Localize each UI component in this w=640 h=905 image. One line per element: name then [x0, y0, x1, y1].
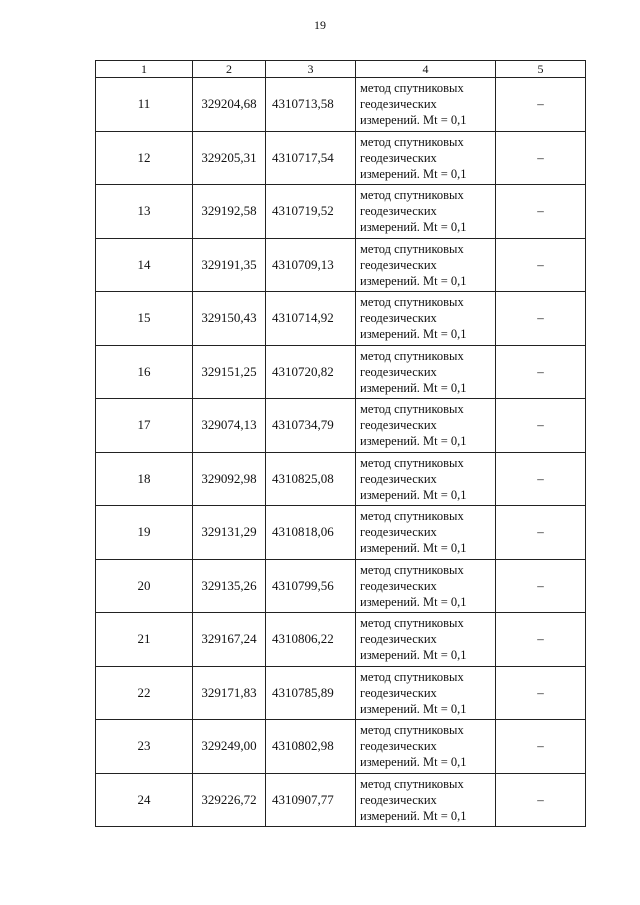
- method-line: геодезических: [360, 525, 437, 540]
- method-line: метод спутниковых: [360, 134, 464, 149]
- note-cell: –: [496, 131, 586, 185]
- method-cell: [356, 399, 496, 453]
- method-line: измерений. Mt = 0,1: [360, 755, 467, 770]
- method-line: измерений. Mt = 0,1: [360, 220, 467, 235]
- note-cell: –: [496, 185, 586, 239]
- method-line: метод спутниковых: [360, 188, 464, 203]
- method-line: геодезических: [360, 792, 437, 807]
- point-number-cell: 13: [96, 185, 193, 239]
- note-cell: –: [496, 720, 586, 774]
- method-line: измерений. Mt = 0,1: [360, 327, 467, 342]
- point-number-cell: 23: [96, 720, 193, 774]
- method-line: метод спутниковых: [360, 562, 464, 577]
- y-coordinate-cell: 4310714,92: [266, 292, 356, 346]
- method-line: измерений. Mt = 0,1: [360, 594, 467, 609]
- point-number-cell: 14: [96, 238, 193, 292]
- x-coordinate-cell: 329192,58: [193, 185, 266, 239]
- y-coordinate-cell: 4310785,89: [266, 666, 356, 720]
- method-line: измерений. Mt = 0,1: [360, 380, 467, 395]
- point-number-cell: 24: [96, 773, 193, 827]
- method-line: метод спутниковых: [360, 241, 464, 256]
- method-line: геодезических: [360, 364, 437, 379]
- y-coordinate-cell: 4310907,77: [266, 773, 356, 827]
- y-coordinate-cell: 4310806,22: [266, 613, 356, 667]
- method-line: измерений. Mt = 0,1: [360, 487, 467, 502]
- y-coordinate-cell: 4310825,08: [266, 452, 356, 506]
- note-cell: –: [496, 506, 586, 560]
- method-line: геодезических: [360, 150, 437, 165]
- method-cell: [356, 720, 496, 774]
- method-line: измерений. Mt = 0,1: [360, 701, 467, 716]
- column-header: 3: [266, 61, 356, 78]
- table-header-row: [96, 61, 586, 78]
- point-number-cell: 11: [96, 78, 193, 132]
- method-line: геодезических: [360, 418, 437, 433]
- column-header: 5: [496, 61, 586, 78]
- table-row: [96, 666, 586, 720]
- x-coordinate-cell: 329074,13: [193, 399, 266, 453]
- method-line: геодезических: [360, 257, 437, 272]
- note-cell: –: [496, 559, 586, 613]
- y-coordinate-cell: 4310709,13: [266, 238, 356, 292]
- y-coordinate-cell: 4310719,52: [266, 185, 356, 239]
- table-row: [96, 613, 586, 667]
- y-coordinate-cell: 4310734,79: [266, 399, 356, 453]
- table-row: [96, 559, 586, 613]
- method-cell: [356, 78, 496, 132]
- x-coordinate-cell: 329135,26: [193, 559, 266, 613]
- table-row: [96, 773, 586, 827]
- method-line: метод спутниковых: [360, 295, 464, 310]
- method-cell: [356, 131, 496, 185]
- table-row: [96, 506, 586, 560]
- method-line: измерений. Mt = 0,1: [360, 273, 467, 288]
- y-coordinate-cell: 4310720,82: [266, 345, 356, 399]
- point-number-cell: 21: [96, 613, 193, 667]
- table-row: [96, 345, 586, 399]
- method-cell: [356, 452, 496, 506]
- method-line: метод спутниковых: [360, 455, 464, 470]
- x-coordinate-cell: 329131,29: [193, 506, 266, 560]
- method-cell: [356, 506, 496, 560]
- method-line: метод спутниковых: [360, 81, 464, 96]
- note-cell: –: [496, 399, 586, 453]
- x-coordinate-cell: 329171,83: [193, 666, 266, 720]
- method-line: геодезических: [360, 311, 437, 326]
- method-cell: [356, 559, 496, 613]
- x-coordinate-cell: 329092,98: [193, 452, 266, 506]
- method-line: геодезических: [360, 685, 437, 700]
- method-cell: [356, 666, 496, 720]
- method-line: метод спутниковых: [360, 402, 464, 417]
- y-coordinate-cell: 4310802,98: [266, 720, 356, 774]
- table-row: [96, 131, 586, 185]
- table-row: [96, 78, 586, 132]
- method-line: измерений. Mt = 0,1: [360, 541, 467, 556]
- method-line: измерений. Mt = 0,1: [360, 434, 467, 449]
- table-row: [96, 292, 586, 346]
- method-line: метод спутниковых: [360, 723, 464, 738]
- note-cell: –: [496, 292, 586, 346]
- coordinates-table: [95, 60, 586, 827]
- method-line: метод спутниковых: [360, 669, 464, 684]
- method-line: измерений. Mt = 0,1: [360, 166, 467, 181]
- table-row: [96, 238, 586, 292]
- method-cell: [356, 613, 496, 667]
- column-header: 4: [356, 61, 496, 78]
- method-line: измерений. Mt = 0,1: [360, 113, 467, 128]
- method-line: геодезических: [360, 578, 437, 593]
- point-number-cell: 15: [96, 292, 193, 346]
- method-line: геодезических: [360, 739, 437, 754]
- point-number-cell: 22: [96, 666, 193, 720]
- x-coordinate-cell: 329249,00: [193, 720, 266, 774]
- x-coordinate-cell: 329191,35: [193, 238, 266, 292]
- method-line: геодезических: [360, 632, 437, 647]
- note-cell: –: [496, 238, 586, 292]
- method-line: геодезических: [360, 471, 437, 486]
- method-line: метод спутниковых: [360, 616, 464, 631]
- note-cell: –: [496, 345, 586, 399]
- method-cell: [356, 185, 496, 239]
- table-row: [96, 399, 586, 453]
- note-cell: –: [496, 613, 586, 667]
- point-number-cell: 18: [96, 452, 193, 506]
- method-line: геодезических: [360, 97, 437, 112]
- method-line: метод спутниковых: [360, 509, 464, 524]
- point-number-cell: 16: [96, 345, 193, 399]
- x-coordinate-cell: 329167,24: [193, 613, 266, 667]
- method-cell: [356, 345, 496, 399]
- page-number: 19: [314, 18, 326, 32]
- table-row: [96, 185, 586, 239]
- point-number-cell: 17: [96, 399, 193, 453]
- y-coordinate-cell: 4310818,06: [266, 506, 356, 560]
- x-coordinate-cell: 329150,43: [193, 292, 266, 346]
- note-cell: –: [496, 452, 586, 506]
- point-number-cell: 20: [96, 559, 193, 613]
- x-coordinate-cell: 329205,31: [193, 131, 266, 185]
- column-header: 1: [96, 61, 193, 78]
- note-cell: –: [496, 666, 586, 720]
- method-line: метод спутниковых: [360, 776, 464, 791]
- y-coordinate-cell: 4310717,54: [266, 131, 356, 185]
- method-line: геодезических: [360, 204, 437, 219]
- note-cell: –: [496, 78, 586, 132]
- x-coordinate-cell: 329204,68: [193, 78, 266, 132]
- note-cell: –: [496, 773, 586, 827]
- x-coordinate-cell: 329151,25: [193, 345, 266, 399]
- method-line: измерений. Mt = 0,1: [360, 648, 467, 663]
- x-coordinate-cell: 329226,72: [193, 773, 266, 827]
- method-cell: [356, 292, 496, 346]
- method-line: измерений. Mt = 0,1: [360, 808, 467, 823]
- y-coordinate-cell: 4310799,56: [266, 559, 356, 613]
- table-row: [96, 452, 586, 506]
- method-cell: [356, 238, 496, 292]
- column-header: 2: [193, 61, 266, 78]
- method-line: метод спутниковых: [360, 348, 464, 363]
- point-number-cell: 12: [96, 131, 193, 185]
- table-row: [96, 720, 586, 774]
- method-cell: [356, 773, 496, 827]
- y-coordinate-cell: 4310713,58: [266, 78, 356, 132]
- point-number-cell: 19: [96, 506, 193, 560]
